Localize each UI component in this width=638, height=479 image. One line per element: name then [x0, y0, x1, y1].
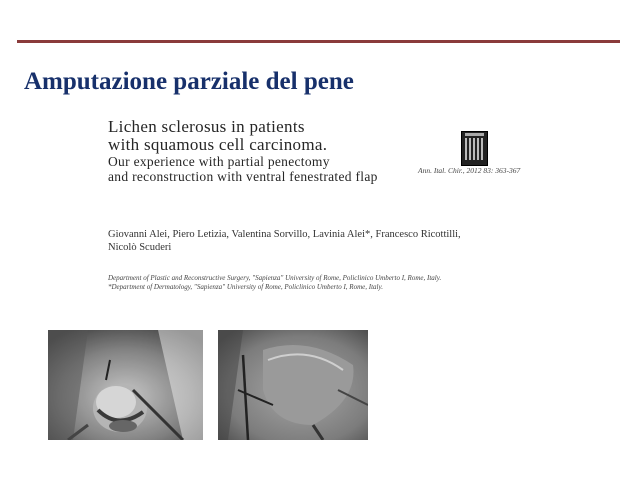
surgical-photo-right — [218, 330, 368, 440]
slide-title: Amputazione parziale del pene — [24, 68, 354, 95]
paper-authors: Giovanni Alei, Piero Letizia, Valentina Sorvillo, Lavinia Alei*, Francesco Ricottilli, Nicolò Scuderi — [108, 229, 461, 253]
top-divider — [17, 40, 620, 43]
surgical-photo-left — [48, 330, 203, 440]
journal-citation: Ann. Ital. Chir., 2012 83: 363-367 — [418, 166, 521, 175]
affiliation-1: Department of Plastic and Reconstructive Surgery, "Sapienza" University of Rome, Policlinico Umberto I, Rome, Italy. — [108, 274, 442, 282]
paper-title-line-1: Lichen sclerosus in patients — [108, 117, 305, 136]
affiliation-2: *Department of Dermatology, "Sapienza" University of Rome, Policlinico Umberto I, Rome, Italy. — [108, 283, 383, 291]
paper-title-line-4: and reconstruction with ventral fenestrated flap — [108, 169, 378, 184]
paper-title-line-3: Our experience with partial penectomy — [108, 154, 330, 169]
paper-affiliations — [108, 274, 488, 292]
paper-header — [108, 118, 528, 298]
paper-title-line-2: with squamous cell carcinoma. — [108, 135, 328, 154]
journal-logo — [461, 131, 488, 166]
paper-title — [108, 118, 378, 184]
